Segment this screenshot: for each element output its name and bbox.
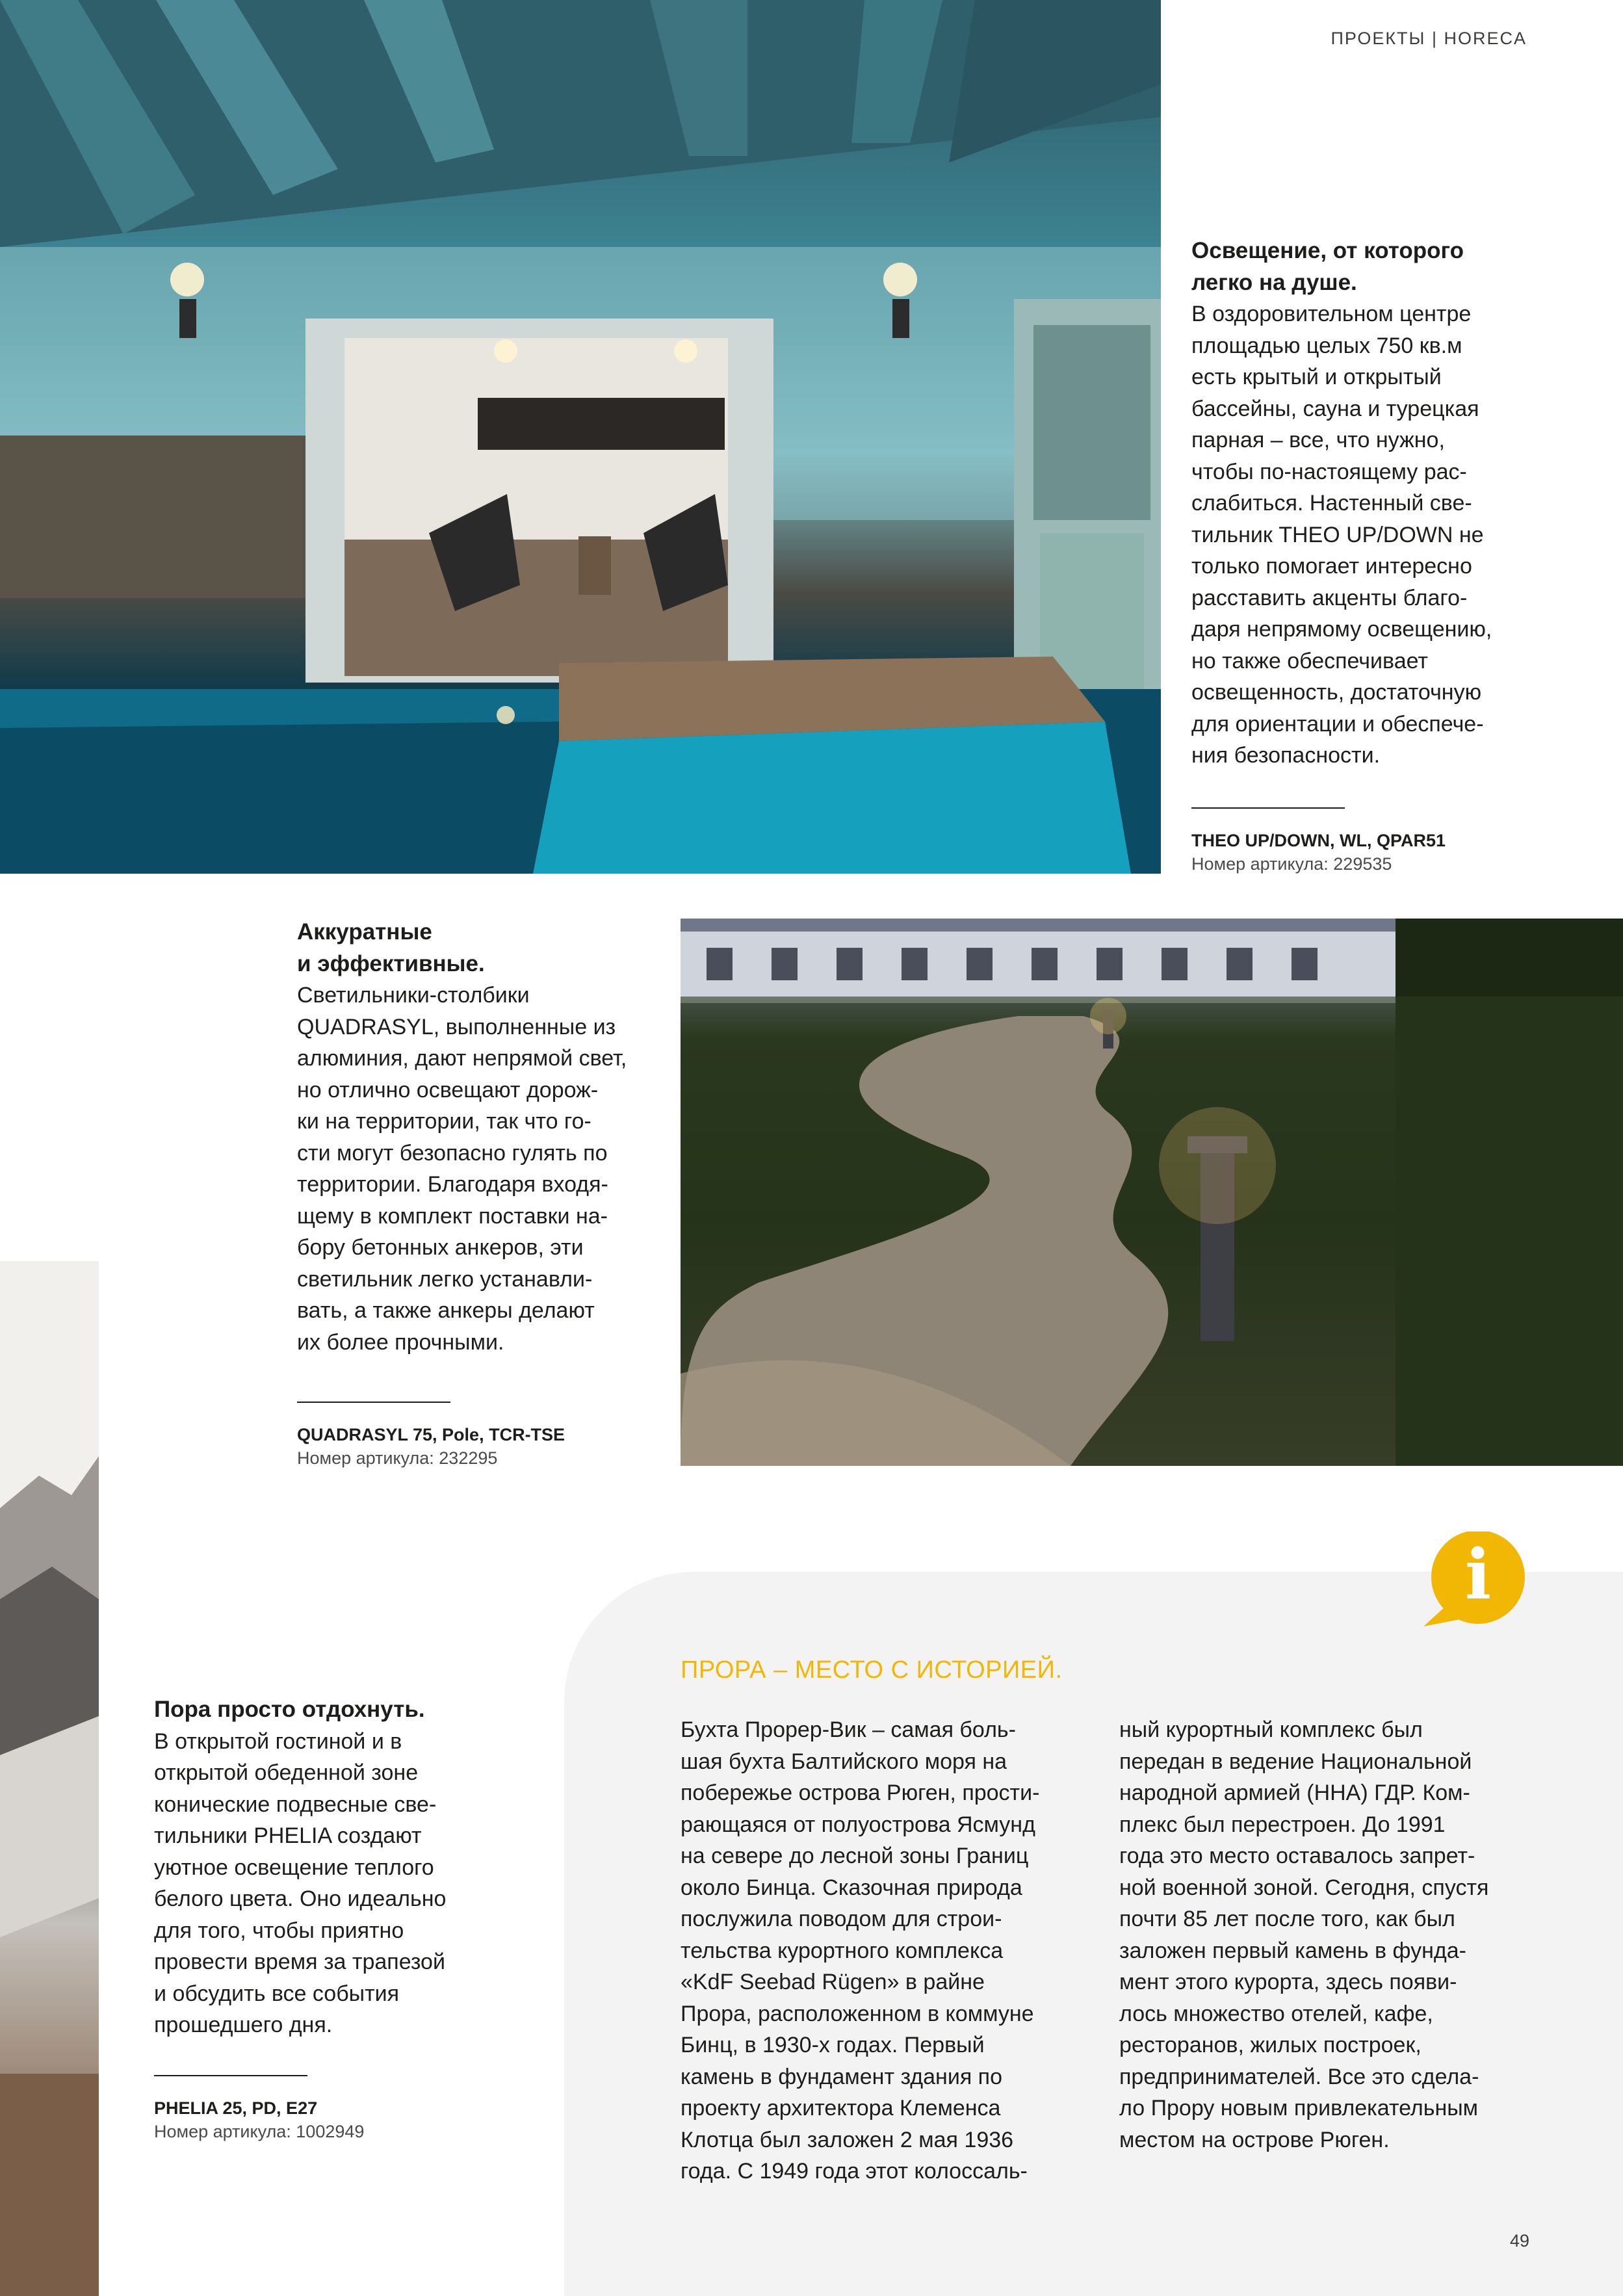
path-body: Светильники-столбики QUADRASYL, выполненные из алюминия, дают непрямой свет, но отлично освещают дорож- ки на территории, так что го- сти могут безопасно гулять по территории. Благодаря входя- щему в комплект поставки на- бору бетонных анкеров, эти светильник легко устанавли- вать, а также анкеры делают их более прочными. (297, 983, 627, 1355)
spa-product-number: Номер артикула: 229535 (1191, 854, 1392, 874)
spa-body: В оздоровительном центре площадью целых 750 кв.м есть крытый и открытый бассейны, сауна и турецкая парная – все, что нужно, чтобы по-настоящему рас- слабиться. Настенный све- тильник THEO UP/DOWN не только помогает интересно расставить акценты благо- даря непрямому освещению, но также обеспечивает освещенность, достаточную для ориентации и обеспече- ния безопасности. (1191, 302, 1492, 768)
spa-product-name: THEO UP/DOWN, WL, QPAR51 (1191, 831, 1446, 850)
dining-room-illustration (0, 1261, 99, 2296)
dining-divider (154, 2075, 307, 2076)
path-text-block (297, 917, 661, 1358)
dining-product-name: PHELIA 25, PD, E27 (154, 2098, 318, 2118)
page-number: 49 (1509, 2231, 1529, 2250)
info-badge (1421, 1532, 1527, 1626)
spa-text-block (1191, 235, 1555, 772)
path-product-number: Номер артикула: 232295 (297, 1448, 498, 1468)
path-heading: Аккуратные и эффективные. (297, 919, 485, 976)
spa-divider (1191, 807, 1345, 809)
garden-path-illustration (681, 919, 1623, 1466)
info-icon-glyph: i (1464, 1533, 1492, 1615)
dining-text-block (154, 1694, 518, 2041)
spa-pool-photo (0, 0, 1161, 874)
path-divider (297, 1402, 450, 1403)
info-column-2: ный курортный комплекс был передан в ведение Национальной народной армией (ННА) ГДР. Ком- плекс был перестроен. До 1991 года это место оставалось запрет- ной военной зоной. Сегодня, спустя почти 85 лет после того, как был заложен первый камень в фунда- мент этого курорта, здесь появи- лось множество отелей, кафе, ресторанов, жилых построек, предпринимателей. Все это сдела- ло Прору новым привлекательным местом на острове Рюген. (1119, 1717, 1489, 2152)
path-product-name: QUADRASYL 75, Pole, TCR-TSE (297, 1425, 565, 1444)
info-column-1: Бухта Прорер-Вик – самая боль- шая бухта Балтийского моря на побережье острова Рюген, прости- рающаяся от полуострова Ясмунд на севере до лесной зоны Границ около Бинца. Сказочная природа послужила поводом для строи- тельства курортного комплекса «KdF Seebad Rügen» в райне Прора, расположенном в коммуне Бинц, в 1930-х годах. Первый камень в фундамент здания по проекту архитектора Клеменса Клотца был заложен 2 мая 1936 года. С 1949 года этот колоссаль- (681, 1717, 1040, 2184)
dining-room-photo (0, 1261, 99, 2296)
dining-heading: Пора просто отдохнуть. (154, 1697, 425, 1722)
garden-path-photo (681, 919, 1623, 1466)
section-label: ПРОЕКТЫ | HORECA (1331, 29, 1527, 48)
dining-product-number: Номер артикула: 1002949 (154, 2122, 365, 2141)
spa-pool-illustration (0, 0, 1161, 874)
spa-heading: Освещение, от которого легко на душе. (1191, 238, 1464, 295)
info-title: ПРОРА – МЕСТО С ИСТОРИЕЙ. (681, 1656, 1063, 1684)
dining-body: В открытой гостиной и в открытой обеденной зоне конические подвесные све- тильники PHELIA создают уютное освещение теплого белого цвета. Оно идеально для того, чтобы приятно провести время за трапезой и обсудить все события прошедшего дня. (154, 1729, 447, 2037)
